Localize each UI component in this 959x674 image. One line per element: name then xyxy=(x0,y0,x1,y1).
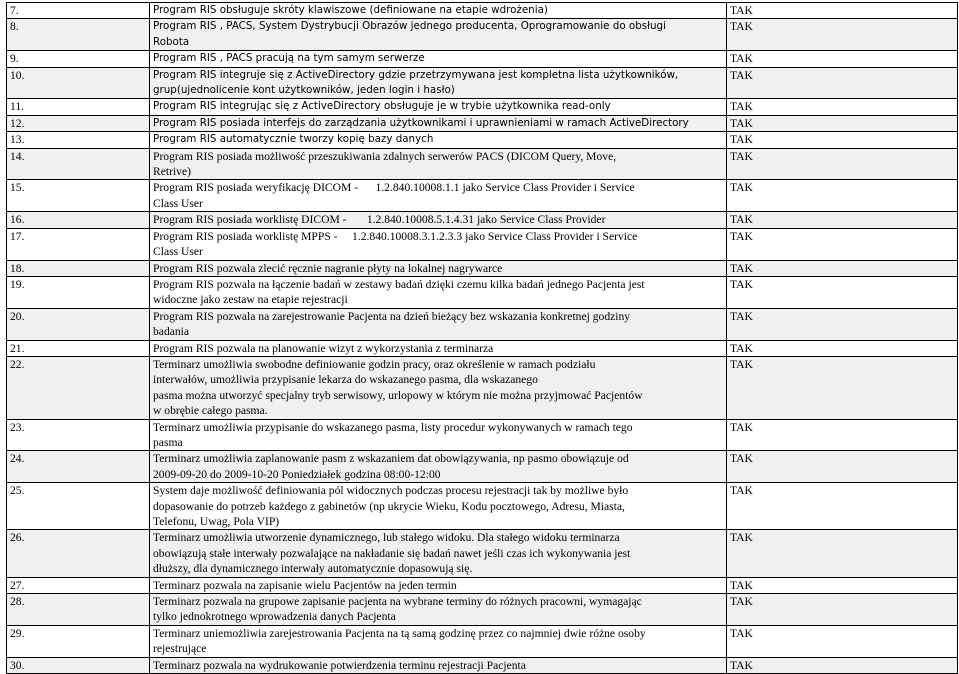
answer-cell: TAK xyxy=(727,356,958,419)
table-row xyxy=(7,180,958,212)
row-number: 9. xyxy=(7,51,150,67)
answer-cell: TAK xyxy=(727,228,958,260)
answer-cell: TAK xyxy=(727,3,958,19)
answer-cell: TAK xyxy=(727,451,958,483)
requirement-text: Terminarz pozwala na zapisanie wielu Pacjentów na jeden termin xyxy=(150,577,727,593)
table-row xyxy=(7,356,958,419)
row-number: 24. xyxy=(7,451,150,483)
requirement-text: Program RIS posiada weryfikację DICOM - 1.2.840.10008.1.1 jako Service Class Provider i Service Class User xyxy=(150,180,727,212)
answer-cell: TAK xyxy=(727,132,958,148)
row-number: 25. xyxy=(7,483,150,530)
requirement-text: Terminarz umożliwia utworzenie dynamicznego, lub stałego widoku. Dla stałego widoku terminarza obowiązują stałe interwały pozwalające na nakładanie się badań nawet jeśli czas ich wykonywania jest dłuższy, dla dynamicznego interwały automatycznie dopasowują się. xyxy=(150,530,727,577)
row-number: 19. xyxy=(7,276,150,308)
row-number: 28. xyxy=(7,594,150,626)
row-number: 26. xyxy=(7,530,150,577)
row-number: 29. xyxy=(7,625,150,657)
row-number: 15. xyxy=(7,180,150,212)
row-number: 12. xyxy=(7,115,150,131)
table-row xyxy=(7,419,958,451)
row-number: 18. xyxy=(7,260,150,276)
requirement-text: Program RIS , PACS, System Dystrybucji Obrazów jednego producenta, Oprogramowanie do obsługi Robota xyxy=(150,19,727,51)
table-row xyxy=(7,115,958,131)
requirement-text: Program RIS posiada możliwość przeszukiwania zdalnych serwerów PACS (DICOM Query, Move, Retrive) xyxy=(150,148,727,180)
row-number: 21. xyxy=(7,340,150,356)
answer-cell: TAK xyxy=(727,212,958,228)
table-row xyxy=(7,228,958,260)
row-number: 13. xyxy=(7,132,150,148)
requirement-text: Program RIS pozwala na planowanie wizyt z wykorzystania z terminarza xyxy=(150,340,727,356)
table-row xyxy=(7,530,958,577)
answer-cell: TAK xyxy=(727,530,958,577)
requirement-text: Terminarz umożliwia zaplanowanie pasm z wskazaniem dat obowiązywania, np pasmo obowiązuje od 2009-09-20 do 2009-10-20 Poniedziałek godzina 08:00-12:00 xyxy=(150,451,727,483)
row-number: 11. xyxy=(7,99,150,115)
answer-cell: TAK xyxy=(727,594,958,626)
requirement-text: Program RIS integrując się z ActiveDirectory obsługuje je w trybie użytkownika read-only xyxy=(150,99,727,115)
row-number: 20. xyxy=(7,308,150,340)
answer-cell: TAK xyxy=(727,419,958,451)
table-row xyxy=(7,148,958,180)
table-row xyxy=(7,657,958,673)
answer-cell: TAK xyxy=(727,577,958,593)
requirement-text: Program RIS pozwala na zarejestrowanie Pacjenta na dzień bieżący bez wskazania konkretnej godziny badania xyxy=(150,308,727,340)
answer-cell: TAK xyxy=(727,148,958,180)
table-row xyxy=(7,132,958,148)
table-row xyxy=(7,212,958,228)
row-number: 14. xyxy=(7,148,150,180)
requirements-table-body xyxy=(7,3,958,674)
answer-cell: TAK xyxy=(727,308,958,340)
answer-cell: TAK xyxy=(727,51,958,67)
requirement-text: Terminarz umożliwia przypisanie do wskazanego pasma, listy procedur wykonywanych w ramach tego pasma xyxy=(150,419,727,451)
table-row xyxy=(7,51,958,67)
row-number: 17. xyxy=(7,228,150,260)
answer-cell: TAK xyxy=(727,19,958,51)
table-row xyxy=(7,19,958,51)
requirement-text: Program RIS posiada interfejs do zarządzania użytkownikami i uprawnieniami w ramach ActiveDirectory xyxy=(150,115,727,131)
answer-cell: TAK xyxy=(727,340,958,356)
table-row xyxy=(7,276,958,308)
table-row xyxy=(7,340,958,356)
answer-cell: TAK xyxy=(727,657,958,673)
answer-cell: TAK xyxy=(727,115,958,131)
row-number: 7. xyxy=(7,3,150,19)
requirement-text: Terminarz uniemożliwia zarejestrowania Pacjenta na tą samą godzinę przez co najmniej dwie różne osoby rejestrujące xyxy=(150,625,727,657)
requirement-text: Terminarz pozwala na wydrukowanie potwierdzenia terminu rejestracji Pacjenta xyxy=(150,657,727,673)
requirement-text: System daje możliwość definiowania pól widocznych podczas procesu rejestracji tak by możliwe było dopasowanie do potrzeb każdego z gabinetów (np ukrycie Wieku, Kodu pocztowego, Adresu, Miasta, Telefonu, Uwag, Pola VIP) xyxy=(150,483,727,530)
requirement-text: Program RIS pozwala na łączenie badań w zestawy badań dzięki czemu kilka badań jednego Pacjenta jest widoczne jako zestaw na etapie rejestracji xyxy=(150,276,727,308)
answer-cell: TAK xyxy=(727,67,958,99)
requirement-text: Program RIS pozwala zlecić ręcznie nagranie płyty na lokalnej nagrywarce xyxy=(150,260,727,276)
answer-cell: TAK xyxy=(727,99,958,115)
answer-cell: TAK xyxy=(727,625,958,657)
row-number: 30. xyxy=(7,657,150,673)
row-number: 23. xyxy=(7,419,150,451)
requirements-table xyxy=(6,2,958,674)
table-row xyxy=(7,308,958,340)
requirement-text: Program RIS posiada worklistę DICOM - 1.2.840.10008.5.1.4.31 jako Service Class Provider xyxy=(150,212,727,228)
row-number: 22. xyxy=(7,356,150,419)
table-row xyxy=(7,625,958,657)
table-row xyxy=(7,577,958,593)
requirement-text: Program RIS posiada worklistę MPPS - 1.2.840.10008.3.1.2.3.3 jako Service Class Provider i Service Class User xyxy=(150,228,727,260)
requirement-text: Terminarz pozwala na grupowe zapisanie pacjenta na wybrane terminy do różnych pracowni, wymagając tylko jednokrotnego wprowadzenia danych Pacjenta xyxy=(150,594,727,626)
row-number: 16. xyxy=(7,212,150,228)
requirement-text: Program RIS , PACS pracują na tym samym serwerze xyxy=(150,51,727,67)
row-number: 10. xyxy=(7,67,150,99)
requirement-text: Program RIS obsługuje skróty klawiszowe (definiowane na etapie wdrożenia) xyxy=(150,3,727,19)
row-number: 27. xyxy=(7,577,150,593)
answer-cell: TAK xyxy=(727,260,958,276)
table-row xyxy=(7,3,958,19)
table-row xyxy=(7,594,958,626)
answer-cell: TAK xyxy=(727,276,958,308)
answer-cell: TAK xyxy=(727,483,958,530)
table-row xyxy=(7,67,958,99)
table-row xyxy=(7,451,958,483)
row-number: 8. xyxy=(7,19,150,51)
requirement-text: Terminarz umożliwia swobodne definiowanie godzin pracy, oraz określenie w ramach podziału interwałów, umożliwia przypisanie lekarza do wskazanego pasma, dla wskazanego pasma można utworzyć specjalny tryb serwisowy, urlopowy w którym nie można przyjmować Pacjentów w obrębie całego pasma. xyxy=(150,356,727,419)
table-row xyxy=(7,260,958,276)
table-row xyxy=(7,99,958,115)
table-row xyxy=(7,483,958,530)
answer-cell: TAK xyxy=(727,180,958,212)
requirement-text: Program RIS integruje się z ActiveDirectory gdzie przetrzymywana jest kompletna lista użytkowników, grup(ujednolicenie kont użytkowników, jeden login i hasło) xyxy=(150,67,727,99)
requirement-text: Program RIS automatycznie tworzy kopię bazy danych xyxy=(150,132,727,148)
